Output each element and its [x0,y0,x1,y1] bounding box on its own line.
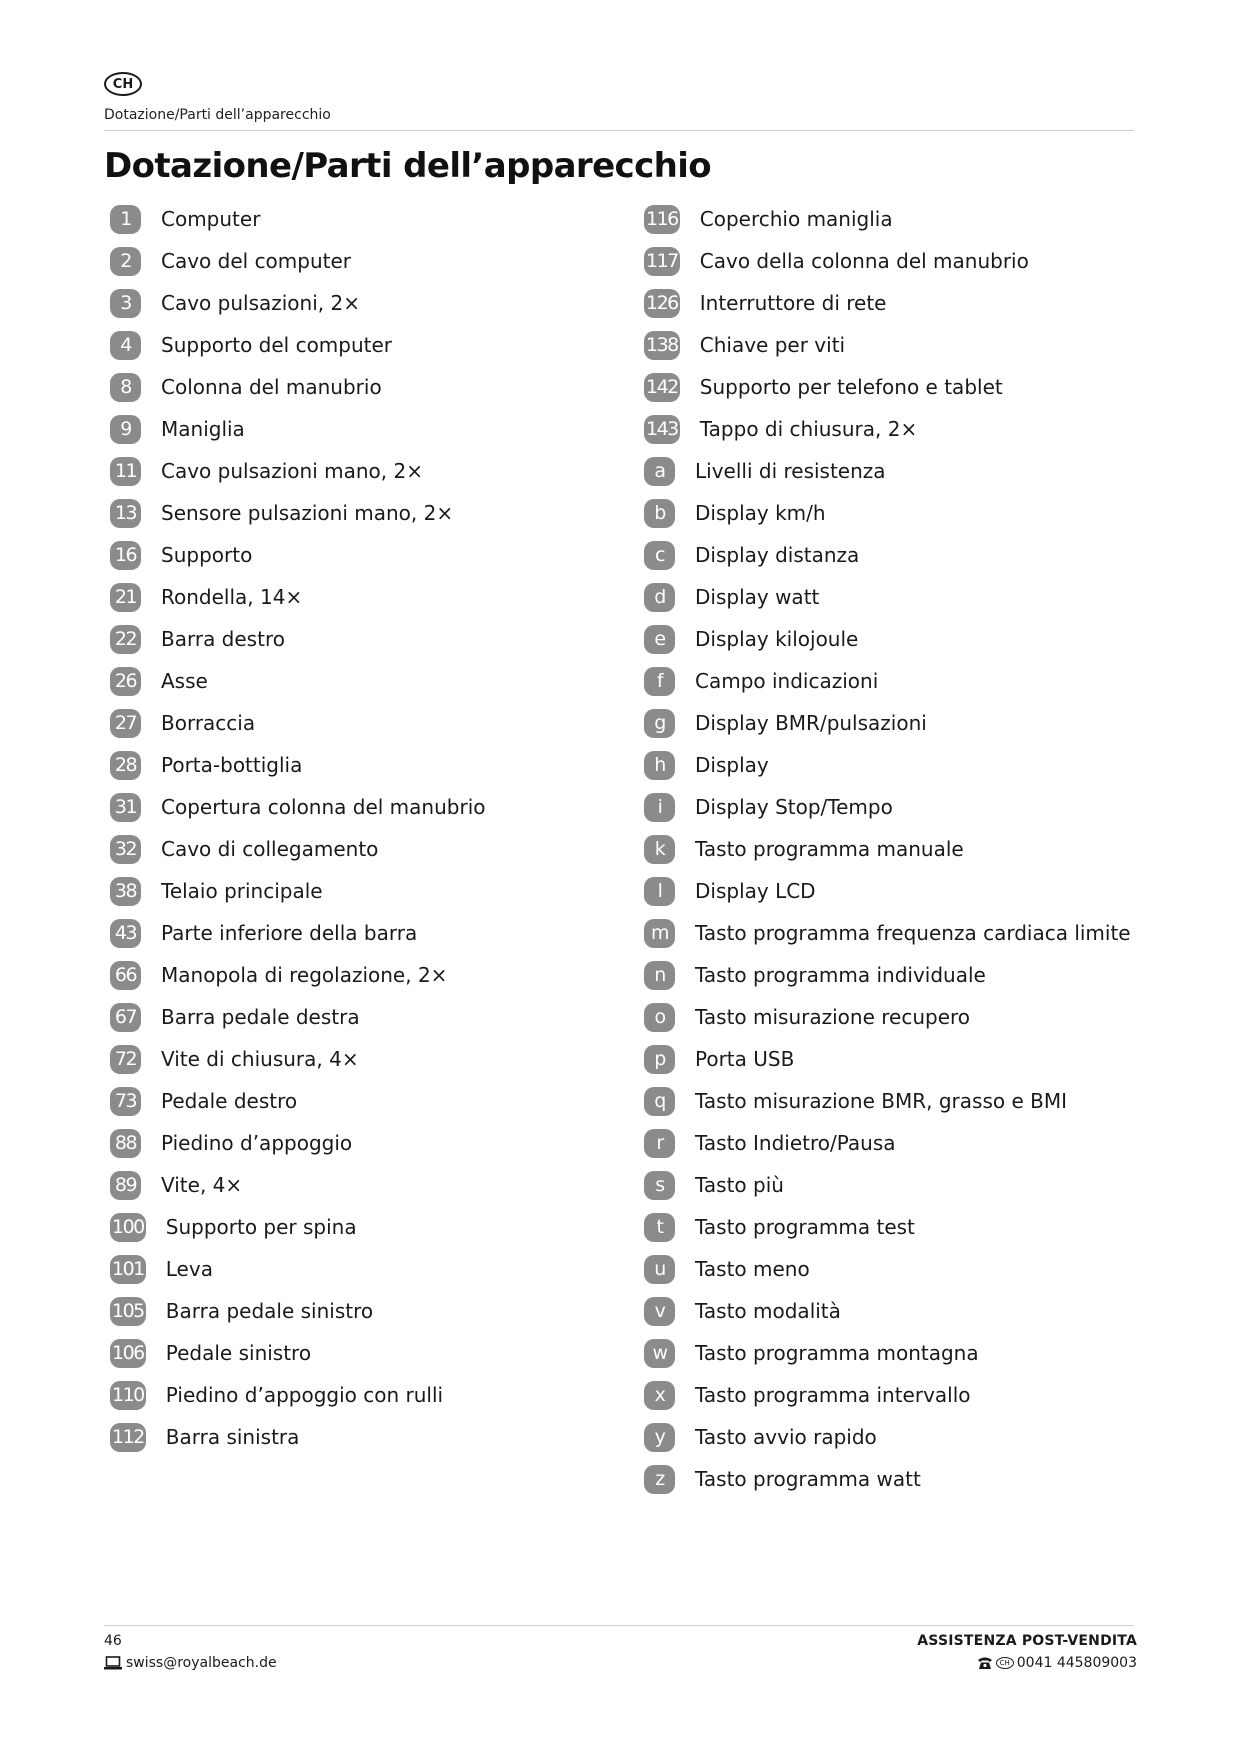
email-row [104,1655,277,1671]
part-item [110,1080,630,1122]
part-number-badge: 89 [110,1171,141,1200]
part-number-badge: 106 [110,1339,146,1368]
part-item [644,660,1164,702]
part-label: Supporto [161,543,253,567]
part-label: Barra pedale sinistro [165,1299,374,1323]
part-number-badge: 3 [110,289,141,318]
part-label: Vite, 4× [161,1173,243,1197]
part-number-badge: 43 [110,919,141,948]
part-item [110,870,630,912]
part-number-badge: n [644,961,675,990]
part-item [644,240,1164,282]
part-number-badge: 116 [644,205,680,234]
part-item [644,450,1164,492]
part-item [110,1122,630,1164]
part-number-badge: i [644,793,675,822]
part-number-badge: 26 [110,667,141,696]
part-item [644,198,1164,240]
part-item [110,240,630,282]
part-label: Tasto misurazione recupero [695,1005,971,1029]
part-label: Barra sinistra [165,1425,300,1449]
part-label: Porta-bottiglia [161,753,303,777]
part-item [644,1164,1164,1206]
part-label: Porta USB [695,1047,795,1071]
part-label: Tasto programma intervallo [695,1383,971,1407]
part-label: Coperchio maniglia [699,207,893,231]
part-item [644,366,1164,408]
part-item [644,996,1164,1038]
part-number-badge: 1 [110,205,141,234]
part-label: Tasto misurazione BMR, grasso e BMI [695,1089,1067,1113]
part-item [110,618,630,660]
country-code-badge: CH [104,72,142,96]
part-item [110,1374,630,1416]
part-number-badge: c [644,541,675,570]
part-number-badge: 88 [110,1129,141,1158]
part-number-badge: 112 [110,1423,146,1452]
part-number-badge: r [644,1129,675,1158]
part-label: Barra pedale destra [161,1005,360,1029]
part-number-badge: 31 [110,793,141,822]
part-number-badge: 100 [110,1213,146,1242]
part-label: Sensore pulsazioni mano, 2× [161,501,454,525]
part-number-badge: 143 [644,415,680,444]
part-number-badge: y [644,1423,675,1452]
parts-list-left [110,198,630,1458]
part-item [644,324,1164,366]
part-number-badge: 142 [644,373,680,402]
part-number-badge: 126 [644,289,680,318]
part-number-badge: o [644,1003,675,1032]
part-label: Supporto per spina [165,1215,357,1239]
part-item [644,576,1164,618]
part-number-badge: 13 [110,499,141,528]
part-item [110,660,630,702]
part-label: Tasto programma montagna [695,1341,979,1365]
part-label: Campo indicazioni [695,669,879,693]
part-label: Cavo della colonna del manubrio [699,249,1029,273]
laptop-icon [104,1656,122,1670]
part-item [644,912,1164,954]
part-label: Tasto più [695,1173,784,1197]
part-item [644,408,1164,450]
part-label: Display Stop/Tempo [695,795,893,819]
part-item [644,1290,1164,1332]
part-label: Display distanza [695,543,860,567]
part-label: Cavo pulsazioni, 2× [161,291,360,315]
part-number-badge: 22 [110,625,141,654]
part-number-badge: m [644,919,675,948]
part-label: Display [695,753,769,777]
part-item [110,1290,630,1332]
part-item [644,744,1164,786]
part-item [110,1164,630,1206]
part-item [644,954,1164,996]
part-item [644,786,1164,828]
part-number-badge: 9 [110,415,141,444]
part-label: Manopola di regolazione, 2× [161,963,448,987]
part-item [644,1332,1164,1374]
part-number-badge: 21 [110,583,141,612]
breadcrumb: Dotazione/Parti dell’apparecchio [104,107,331,123]
part-label: Display km/h [695,501,826,525]
part-item [110,408,630,450]
part-label: Display kilojoule [695,627,859,651]
part-label: Tasto meno [695,1257,810,1281]
part-item [110,1332,630,1374]
part-label: Tasto programma watt [695,1467,921,1491]
part-number-badge: 28 [110,751,141,780]
part-label: Pedale destro [161,1089,298,1113]
page-number: 46 [104,1633,122,1649]
part-number-badge: 2 [110,247,141,276]
part-label: Tasto programma individuale [695,963,986,987]
part-number-badge: 138 [644,331,680,360]
phone-country-badge: CH [996,1657,1014,1669]
part-number-badge: 27 [110,709,141,738]
part-item [644,702,1164,744]
part-number-badge: z [644,1465,675,1494]
part-number-badge: 8 [110,373,141,402]
part-number-badge: p [644,1045,675,1074]
part-item [110,1206,630,1248]
part-label: Vite di chiusura, 4× [161,1047,359,1071]
part-label: Tasto avvio rapido [695,1425,877,1449]
support-email[interactable]: swiss@royalbeach.de [126,1655,277,1671]
part-number-badge: 67 [110,1003,141,1032]
support-phone[interactable]: 0041 445809003 [1016,1655,1137,1671]
part-item [110,534,630,576]
part-item [110,912,630,954]
footer-right [917,1633,1137,1671]
part-number-badge: k [644,835,675,864]
part-item [110,324,630,366]
part-label: Leva [165,1257,213,1281]
part-label: Supporto del computer [161,333,393,357]
part-item [110,1416,630,1458]
part-item [110,450,630,492]
part-label: Borraccia [161,711,256,735]
part-item [644,1038,1164,1080]
part-item [110,282,630,324]
part-label: Tasto programma manuale [695,837,964,861]
part-item [110,786,630,828]
part-number-badge: e [644,625,675,654]
part-number-badge: d [644,583,675,612]
footer-divider [104,1625,1134,1626]
phone-row [917,1655,1137,1671]
part-number-badge: 66 [110,961,141,990]
part-item [110,996,630,1038]
part-label: Asse [161,669,208,693]
parts-list-right [644,198,1164,1500]
part-label: Piedino d’appoggio con rulli [165,1383,444,1407]
part-label: Tasto modalità [695,1299,841,1323]
part-item [644,282,1164,324]
part-number-badge: 38 [110,877,141,906]
part-item [110,1248,630,1290]
part-number-badge: t [644,1213,675,1242]
part-item [644,1248,1164,1290]
part-item [644,1374,1164,1416]
part-number-badge: u [644,1255,675,1284]
part-label: Pedale sinistro [165,1341,312,1365]
part-label: Colonna del manubrio [161,375,382,399]
service-title: ASSISTENZA POST-VENDITA [917,1633,1137,1649]
header-divider [104,130,1134,131]
part-number-badge: 73 [110,1087,141,1116]
part-item [110,1038,630,1080]
part-label: Display watt [695,585,820,609]
part-label: Chiave per viti [699,333,846,357]
part-item [110,828,630,870]
part-number-badge: v [644,1297,675,1326]
part-item [644,534,1164,576]
part-number-badge: q [644,1087,675,1116]
part-item [110,492,630,534]
part-item [110,954,630,996]
part-number-badge: l [644,877,675,906]
telephone-icon [977,1656,993,1670]
part-item [644,828,1164,870]
part-number-badge: 110 [110,1381,146,1410]
part-number-badge: h [644,751,675,780]
part-number-badge: w [644,1339,675,1368]
part-item [110,576,630,618]
part-number-badge: 16 [110,541,141,570]
part-label: Piedino d’appoggio [161,1131,353,1155]
part-item [644,1122,1164,1164]
part-label: Tasto Indietro/Pausa [695,1131,896,1155]
part-label: Interruttore di rete [699,291,887,315]
part-label: Cavo del computer [161,249,352,273]
part-item [644,1080,1164,1122]
part-label: Computer [161,207,261,231]
part-item [644,492,1164,534]
part-number-badge: 11 [110,457,141,486]
part-label: Cavo di collegamento [161,837,379,861]
part-number-badge: 101 [110,1255,146,1284]
part-number-badge: b [644,499,675,528]
part-number-badge: 4 [110,331,141,360]
part-item [110,744,630,786]
part-number-badge: 105 [110,1297,146,1326]
part-number-badge: x [644,1381,675,1410]
part-label: Maniglia [161,417,245,441]
part-label: Display LCD [695,879,816,903]
part-label: Livelli di resistenza [695,459,886,483]
part-label: Barra destro [161,627,285,651]
part-label: Telaio principale [161,879,323,903]
part-label: Copertura colonna del manubrio [161,795,486,819]
part-item [644,1206,1164,1248]
part-item [110,366,630,408]
part-label: Display BMR/pulsazioni [695,711,927,735]
part-number-badge: 117 [644,247,680,276]
part-label: Tasto programma test [695,1215,915,1239]
part-label: Supporto per telefono e tablet [699,375,1003,399]
part-item [644,618,1164,660]
part-number-badge: s [644,1171,675,1200]
part-number-badge: 72 [110,1045,141,1074]
part-number-badge: g [644,709,675,738]
part-label: Cavo pulsazioni mano, 2× [161,459,423,483]
part-label: Tappo di chiusura, 2× [699,417,918,441]
footer-left [104,1633,277,1671]
part-number-badge: 32 [110,835,141,864]
part-number-badge: f [644,667,675,696]
part-number-badge: a [644,457,675,486]
part-label: Rondella, 14× [161,585,303,609]
part-item [644,1416,1164,1458]
part-item [110,198,630,240]
page-title: Dotazione/Parti dell’apparecchio [104,146,712,186]
part-item [644,1458,1164,1500]
part-label: Tasto programma frequenza cardiaca limite [695,921,1131,945]
part-item [110,702,630,744]
part-label: Parte inferiore della barra [161,921,418,945]
part-item [644,870,1164,912]
